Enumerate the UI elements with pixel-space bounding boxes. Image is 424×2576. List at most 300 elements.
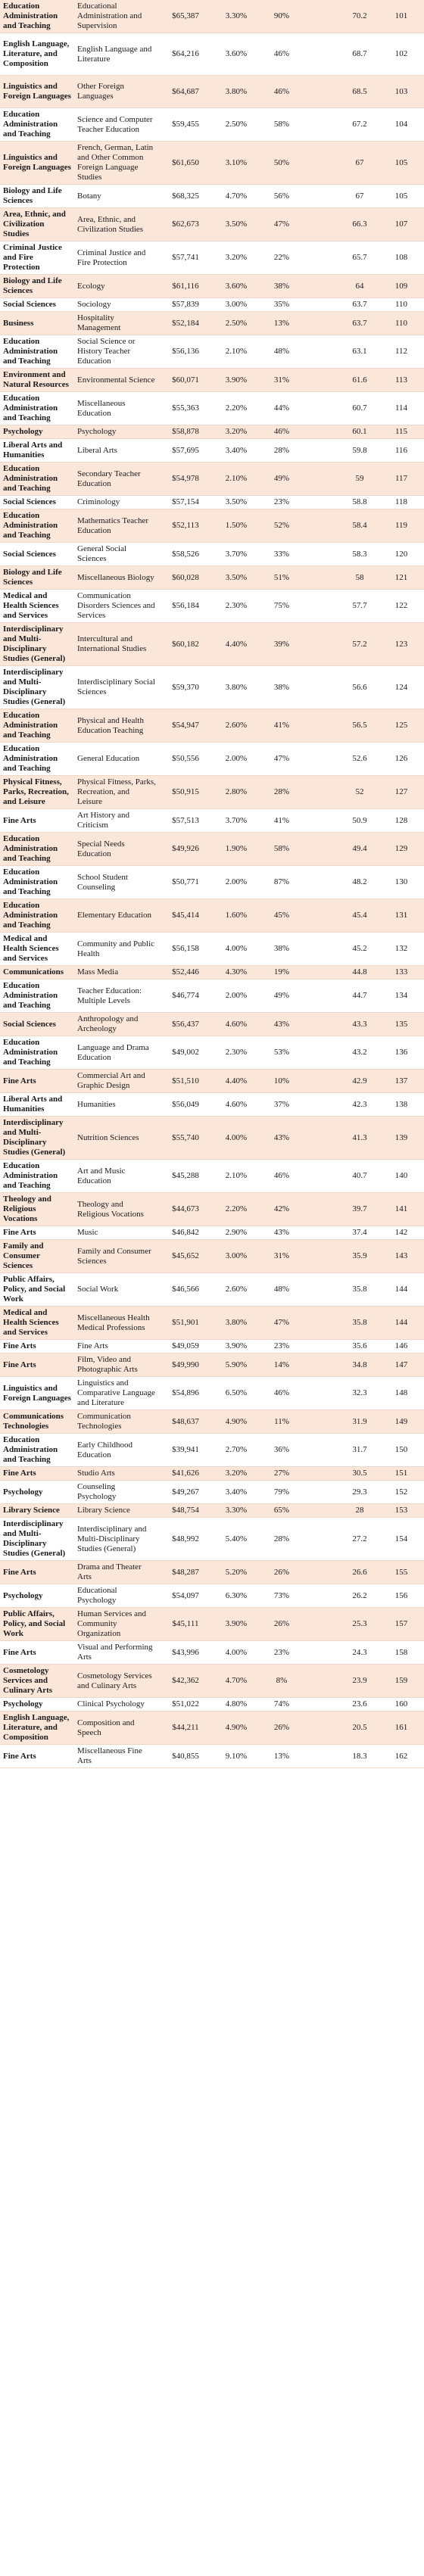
score-cell: 49.4	[341, 833, 379, 866]
rank-cell: 144	[379, 1273, 424, 1307]
category-cell: Public Affairs, Policy, and Social Work	[0, 1608, 74, 1641]
rank-cell: 138	[379, 1093, 424, 1117]
rank-cell: 151	[379, 1467, 424, 1481]
score-cell: 44.8	[341, 966, 379, 980]
major-cell: Educational Psychology	[74, 1584, 159, 1608]
unemployment-rate-cell: 3.40%	[212, 1481, 260, 1504]
table-row	[0, 1410, 424, 1434]
table-row	[0, 1608, 424, 1641]
category-cell: Linguistics and Foreign Languages	[0, 76, 74, 108]
share-percent-cell: 22%	[260, 241, 303, 275]
share-percent-cell: 90%	[260, 0, 303, 33]
major-cell: Library Science	[74, 1504, 159, 1518]
table-row	[0, 590, 424, 623]
table-row	[0, 439, 424, 463]
category-cell: Education Administration and Teaching	[0, 1036, 74, 1070]
table-row	[0, 899, 424, 933]
salary-cell: $55,740	[159, 1117, 212, 1160]
salary-cell: $56,184	[159, 590, 212, 623]
salary-cell: $57,839	[159, 298, 212, 312]
category-cell: Education Administration and Teaching	[0, 108, 74, 142]
rank-cell: 118	[379, 496, 424, 509]
unemployment-rate-cell: 4.00%	[212, 933, 260, 966]
category-cell: Education Administration and Teaching	[0, 743, 74, 776]
table-row	[0, 543, 424, 566]
category-cell: Fine Arts	[0, 1340, 74, 1353]
major-cell: English Language and Literature	[74, 33, 159, 76]
share-percent-cell: 41%	[260, 709, 303, 743]
category-cell: Fine Arts	[0, 1070, 74, 1093]
unemployment-rate-cell: 4.60%	[212, 1093, 260, 1117]
score-cell: 26.6	[341, 1561, 379, 1584]
share-percent-cell: 11%	[260, 1410, 303, 1434]
empty-cell	[303, 0, 341, 33]
score-cell: 40.7	[341, 1160, 379, 1193]
salary-cell: $48,992	[159, 1518, 212, 1561]
salary-cell: $62,673	[159, 208, 212, 241]
salary-cell: $54,978	[159, 463, 212, 496]
empty-cell	[303, 496, 341, 509]
score-cell: 58.8	[341, 496, 379, 509]
table-row	[0, 743, 424, 776]
major-cell: Clinical Psychology	[74, 1698, 159, 1712]
major-cell: Sociology	[74, 298, 159, 312]
rank-cell: 102	[379, 33, 424, 76]
unemployment-rate-cell: 2.20%	[212, 1193, 260, 1226]
empty-cell	[303, 1481, 341, 1504]
score-cell: 57.2	[341, 623, 379, 666]
rank-cell: 134	[379, 980, 424, 1013]
share-percent-cell: 28%	[260, 1518, 303, 1561]
rank-cell: 103	[379, 76, 424, 108]
empty-cell	[303, 369, 341, 392]
table-row	[0, 1070, 424, 1093]
unemployment-rate-cell: 2.00%	[212, 980, 260, 1013]
share-percent-cell: 8%	[260, 1665, 303, 1698]
salary-cell: $52,446	[159, 966, 212, 980]
unemployment-rate-cell: 2.50%	[212, 312, 260, 335]
table-row	[0, 1504, 424, 1518]
major-cell: Hospitality Management	[74, 312, 159, 335]
major-cell: Miscellaneous Fine Arts	[74, 1745, 159, 1768]
salary-cell: $48,287	[159, 1561, 212, 1584]
table-row	[0, 1226, 424, 1240]
score-cell: 23.9	[341, 1665, 379, 1698]
category-cell: Education Administration and Teaching	[0, 866, 74, 899]
category-cell: Biology and Life Sciences	[0, 566, 74, 590]
rank-cell: 128	[379, 809, 424, 833]
unemployment-rate-cell: 2.60%	[212, 709, 260, 743]
table-row	[0, 241, 424, 275]
rank-cell: 121	[379, 566, 424, 590]
category-cell: Criminal Justice and Fire Protection	[0, 241, 74, 275]
category-cell: Interdisciplinary and Multi-Disciplinary Studies (General)	[0, 623, 74, 666]
rank-cell: 127	[379, 776, 424, 809]
unemployment-rate-cell: 2.20%	[212, 392, 260, 425]
table-row	[0, 335, 424, 369]
table-row	[0, 1160, 424, 1193]
major-cell: Community and Public Health	[74, 933, 159, 966]
major-cell: Early Childhood Education	[74, 1434, 159, 1467]
major-cell: Secondary Teacher Education	[74, 463, 159, 496]
category-cell: Education Administration and Teaching	[0, 709, 74, 743]
share-percent-cell: 31%	[260, 369, 303, 392]
table-row	[0, 1518, 424, 1561]
major-cell: Physical and Health Education Teaching	[74, 709, 159, 743]
category-cell: Education Administration and Teaching	[0, 463, 74, 496]
rank-cell: 131	[379, 899, 424, 933]
share-percent-cell: 48%	[260, 1273, 303, 1307]
salary-cell: $49,002	[159, 1036, 212, 1070]
salary-cell: $61,650	[159, 142, 212, 185]
unemployment-rate-cell: 3.20%	[212, 241, 260, 275]
score-cell: 58	[341, 566, 379, 590]
salary-cell: $48,637	[159, 1410, 212, 1434]
table-row	[0, 496, 424, 509]
salary-cell: $45,652	[159, 1240, 212, 1273]
unemployment-rate-cell: 3.50%	[212, 566, 260, 590]
category-cell: Fine Arts	[0, 1641, 74, 1665]
salary-cell: $45,414	[159, 899, 212, 933]
empty-cell	[303, 1377, 341, 1410]
share-percent-cell: 38%	[260, 666, 303, 709]
category-cell: Communications Technologies	[0, 1410, 74, 1434]
share-percent-cell: 58%	[260, 833, 303, 866]
share-percent-cell: 43%	[260, 1226, 303, 1240]
major-cell: Science and Computer Teacher Education	[74, 108, 159, 142]
category-cell: English Language, Literature, and Composition	[0, 1712, 74, 1745]
empty-cell	[303, 1353, 341, 1377]
rank-cell: 129	[379, 833, 424, 866]
major-cell: Other Foreign Languages	[74, 76, 159, 108]
table-row	[0, 0, 424, 33]
major-cell: Psychology	[74, 425, 159, 439]
rank-cell: 137	[379, 1070, 424, 1093]
share-percent-cell: 26%	[260, 1712, 303, 1745]
unemployment-rate-cell: 3.30%	[212, 0, 260, 33]
table-row	[0, 1698, 424, 1712]
empty-cell	[303, 208, 341, 241]
score-cell: 63.7	[341, 312, 379, 335]
unemployment-rate-cell: 4.60%	[212, 1013, 260, 1036]
salary-cell: $57,741	[159, 241, 212, 275]
empty-cell	[303, 1226, 341, 1240]
category-cell: Psychology	[0, 425, 74, 439]
share-percent-cell: 58%	[260, 108, 303, 142]
category-cell: Family and Consumer Sciences	[0, 1240, 74, 1273]
major-cell: Criminal Justice and Fire Protection	[74, 241, 159, 275]
salary-cell: $54,097	[159, 1584, 212, 1608]
table-row	[0, 776, 424, 809]
share-percent-cell: 10%	[260, 1070, 303, 1093]
score-cell: 63.7	[341, 298, 379, 312]
major-cell: Human Services and Community Organization	[74, 1608, 159, 1641]
table-row	[0, 1036, 424, 1070]
unemployment-rate-cell: 3.50%	[212, 208, 260, 241]
rank-cell: 161	[379, 1712, 424, 1745]
major-cell: Special Needs Education	[74, 833, 159, 866]
unemployment-rate-cell: 2.30%	[212, 1036, 260, 1070]
share-percent-cell: 38%	[260, 933, 303, 966]
share-percent-cell: 39%	[260, 623, 303, 666]
score-cell: 52.6	[341, 743, 379, 776]
rank-cell: 152	[379, 1481, 424, 1504]
score-cell: 31.7	[341, 1434, 379, 1467]
salary-cell: $42,362	[159, 1665, 212, 1698]
share-percent-cell: 51%	[260, 566, 303, 590]
share-percent-cell: 33%	[260, 543, 303, 566]
empty-cell	[303, 275, 341, 298]
score-cell: 39.7	[341, 1193, 379, 1226]
salary-cell: $45,111	[159, 1608, 212, 1641]
share-percent-cell: 14%	[260, 1353, 303, 1377]
major-cell: Interdisciplinary and Multi-Disciplinary Studies (General)	[74, 1518, 159, 1561]
share-percent-cell: 13%	[260, 312, 303, 335]
category-cell: Fine Arts	[0, 1745, 74, 1768]
salary-cell: $56,437	[159, 1013, 212, 1036]
major-cell: Environmental Science	[74, 369, 159, 392]
score-cell: 26.2	[341, 1584, 379, 1608]
table-row	[0, 1093, 424, 1117]
rank-cell: 158	[379, 1641, 424, 1665]
salary-cell: $49,267	[159, 1481, 212, 1504]
category-cell: Education Administration and Teaching	[0, 335, 74, 369]
empty-cell	[303, 1434, 341, 1467]
major-cell: Botany	[74, 185, 159, 208]
empty-cell	[303, 463, 341, 496]
unemployment-rate-cell: 2.90%	[212, 1226, 260, 1240]
unemployment-rate-cell: 2.10%	[212, 1160, 260, 1193]
unemployment-rate-cell: 3.20%	[212, 425, 260, 439]
unemployment-rate-cell: 3.00%	[212, 1240, 260, 1273]
table-row	[0, 369, 424, 392]
share-percent-cell: 49%	[260, 980, 303, 1013]
category-cell: Fine Arts	[0, 1226, 74, 1240]
major-cell: Area, Ethnic, and Civilization Studies	[74, 208, 159, 241]
score-cell: 60.7	[341, 392, 379, 425]
score-cell: 35.8	[341, 1273, 379, 1307]
unemployment-rate-cell: 2.00%	[212, 866, 260, 899]
unemployment-rate-cell: 3.70%	[212, 543, 260, 566]
category-cell: Social Sciences	[0, 1013, 74, 1036]
category-cell: Education Administration and Teaching	[0, 1434, 74, 1467]
score-cell: 67.2	[341, 108, 379, 142]
table-row	[0, 312, 424, 335]
rank-cell: 159	[379, 1665, 424, 1698]
empty-cell	[303, 33, 341, 76]
table-row	[0, 1013, 424, 1036]
rank-cell: 124	[379, 666, 424, 709]
rank-cell: 143	[379, 1240, 424, 1273]
share-percent-cell: 50%	[260, 142, 303, 185]
share-percent-cell: 23%	[260, 1340, 303, 1353]
share-percent-cell: 46%	[260, 76, 303, 108]
rank-cell: 115	[379, 425, 424, 439]
rank-cell: 107	[379, 208, 424, 241]
salary-cell: $41,626	[159, 1467, 212, 1481]
rank-cell: 104	[379, 108, 424, 142]
salary-cell: $59,370	[159, 666, 212, 709]
table-row	[0, 1377, 424, 1410]
major-cell: Film, Video and Photographic Arts	[74, 1353, 159, 1377]
empty-cell	[303, 1193, 341, 1226]
empty-cell	[303, 1561, 341, 1584]
rank-cell: 108	[379, 241, 424, 275]
score-cell: 48.2	[341, 866, 379, 899]
unemployment-rate-cell: 5.90%	[212, 1353, 260, 1377]
unemployment-rate-cell: 6.50%	[212, 1377, 260, 1410]
rank-cell: 156	[379, 1584, 424, 1608]
empty-cell	[303, 623, 341, 666]
score-cell: 59	[341, 463, 379, 496]
major-cell: General Social Sciences	[74, 543, 159, 566]
unemployment-rate-cell: 4.90%	[212, 1410, 260, 1434]
rank-cell: 117	[379, 463, 424, 496]
share-percent-cell: 47%	[260, 743, 303, 776]
major-cell: Miscellaneous Health Medical Professions	[74, 1307, 159, 1340]
table-row	[0, 1434, 424, 1467]
table-row	[0, 509, 424, 543]
empty-cell	[303, 966, 341, 980]
salary-cell: $54,896	[159, 1377, 212, 1410]
major-cell: Social Work	[74, 1273, 159, 1307]
major-cell: Art and Music Education	[74, 1160, 159, 1193]
empty-cell	[303, 666, 341, 709]
major-cell: Ecology	[74, 275, 159, 298]
unemployment-rate-cell: 2.60%	[212, 1273, 260, 1307]
rank-cell: 130	[379, 866, 424, 899]
score-cell: 37.4	[341, 1226, 379, 1240]
empty-cell	[303, 1641, 341, 1665]
rank-cell: 133	[379, 966, 424, 980]
empty-cell	[303, 709, 341, 743]
unemployment-rate-cell: 3.90%	[212, 1340, 260, 1353]
category-cell: Fine Arts	[0, 1353, 74, 1377]
unemployment-rate-cell: 2.00%	[212, 743, 260, 776]
score-cell: 52	[341, 776, 379, 809]
major-cell: Art History and Criticism	[74, 809, 159, 833]
category-cell: Medical and Health Sciences and Services	[0, 933, 74, 966]
rank-cell: 150	[379, 1434, 424, 1467]
table-row	[0, 298, 424, 312]
score-cell: 56.5	[341, 709, 379, 743]
major-cell: Communication Technologies	[74, 1410, 159, 1434]
score-cell: 28	[341, 1504, 379, 1518]
share-percent-cell: 35%	[260, 298, 303, 312]
major-cell: Liberal Arts	[74, 439, 159, 463]
empty-cell	[303, 1712, 341, 1745]
unemployment-rate-cell: 6.30%	[212, 1584, 260, 1608]
major-cell: Theology and Religious Vocations	[74, 1193, 159, 1226]
salary-cell: $44,673	[159, 1193, 212, 1226]
table-row	[0, 142, 424, 185]
rank-cell: 147	[379, 1353, 424, 1377]
score-cell: 32.3	[341, 1377, 379, 1410]
major-cell: Mathematics Teacher Education	[74, 509, 159, 543]
score-cell: 42.9	[341, 1070, 379, 1093]
unemployment-rate-cell: 3.90%	[212, 1608, 260, 1641]
table-row	[0, 1117, 424, 1160]
score-cell: 56.6	[341, 666, 379, 709]
unemployment-rate-cell: 3.70%	[212, 809, 260, 833]
category-cell: Biology and Life Sciences	[0, 275, 74, 298]
empty-cell	[303, 1410, 341, 1434]
unemployment-rate-cell: 1.50%	[212, 509, 260, 543]
major-cell: Miscellaneous Education	[74, 392, 159, 425]
score-cell: 35.9	[341, 1240, 379, 1273]
major-cell: Counseling Psychology	[74, 1481, 159, 1504]
salary-cell: $54,947	[159, 709, 212, 743]
table-row	[0, 392, 424, 425]
category-cell: Social Sciences	[0, 543, 74, 566]
major-cell: Nutrition Sciences	[74, 1117, 159, 1160]
table-row	[0, 980, 424, 1013]
score-cell: 41.3	[341, 1117, 379, 1160]
empty-cell	[303, 809, 341, 833]
score-cell: 60.1	[341, 425, 379, 439]
unemployment-rate-cell: 4.40%	[212, 1070, 260, 1093]
empty-cell	[303, 335, 341, 369]
score-cell: 64	[341, 275, 379, 298]
score-cell: 34.8	[341, 1353, 379, 1377]
unemployment-rate-cell: 4.00%	[212, 1117, 260, 1160]
share-percent-cell: 56%	[260, 185, 303, 208]
unemployment-rate-cell: 4.40%	[212, 623, 260, 666]
score-cell: 20.5	[341, 1712, 379, 1745]
table-row	[0, 185, 424, 208]
category-cell: Linguistics and Foreign Languages	[0, 142, 74, 185]
share-percent-cell: 47%	[260, 208, 303, 241]
unemployment-rate-cell: 3.40%	[212, 439, 260, 463]
score-cell: 58.4	[341, 509, 379, 543]
unemployment-rate-cell: 3.20%	[212, 1467, 260, 1481]
rank-cell: 126	[379, 743, 424, 776]
unemployment-rate-cell: 2.50%	[212, 108, 260, 142]
empty-cell	[303, 1160, 341, 1193]
unemployment-rate-cell: 9.10%	[212, 1745, 260, 1768]
category-cell: Social Sciences	[0, 496, 74, 509]
share-percent-cell: 48%	[260, 335, 303, 369]
category-cell: Communications	[0, 966, 74, 980]
rank-cell: 120	[379, 543, 424, 566]
empty-cell	[303, 425, 341, 439]
category-cell: Interdisciplinary and Multi-Disciplinary Studies (General)	[0, 1117, 74, 1160]
salary-cell: $39,941	[159, 1434, 212, 1467]
category-cell: Education Administration and Teaching	[0, 509, 74, 543]
salary-cell: $58,526	[159, 543, 212, 566]
unemployment-rate-cell: 3.90%	[212, 369, 260, 392]
share-percent-cell: 28%	[260, 776, 303, 809]
salary-cell: $56,049	[159, 1093, 212, 1117]
table-row	[0, 933, 424, 966]
major-cell: French, German, Latin and Other Common Foreign Language Studies	[74, 142, 159, 185]
rank-cell: 123	[379, 623, 424, 666]
category-cell: Liberal Arts and Humanities	[0, 1093, 74, 1117]
unemployment-rate-cell: 4.70%	[212, 1665, 260, 1698]
share-percent-cell: 46%	[260, 1377, 303, 1410]
salary-cell: $44,211	[159, 1712, 212, 1745]
rank-cell: 153	[379, 1504, 424, 1518]
category-cell: Education Administration and Teaching	[0, 833, 74, 866]
table-row	[0, 1641, 424, 1665]
table-row	[0, 833, 424, 866]
rank-cell: 157	[379, 1608, 424, 1641]
empty-cell	[303, 1745, 341, 1768]
category-cell: Physical Fitness, Parks, Recreation, and Leisure	[0, 776, 74, 809]
rank-cell: 113	[379, 369, 424, 392]
table-row	[0, 1584, 424, 1608]
unemployment-rate-cell: 2.10%	[212, 335, 260, 369]
